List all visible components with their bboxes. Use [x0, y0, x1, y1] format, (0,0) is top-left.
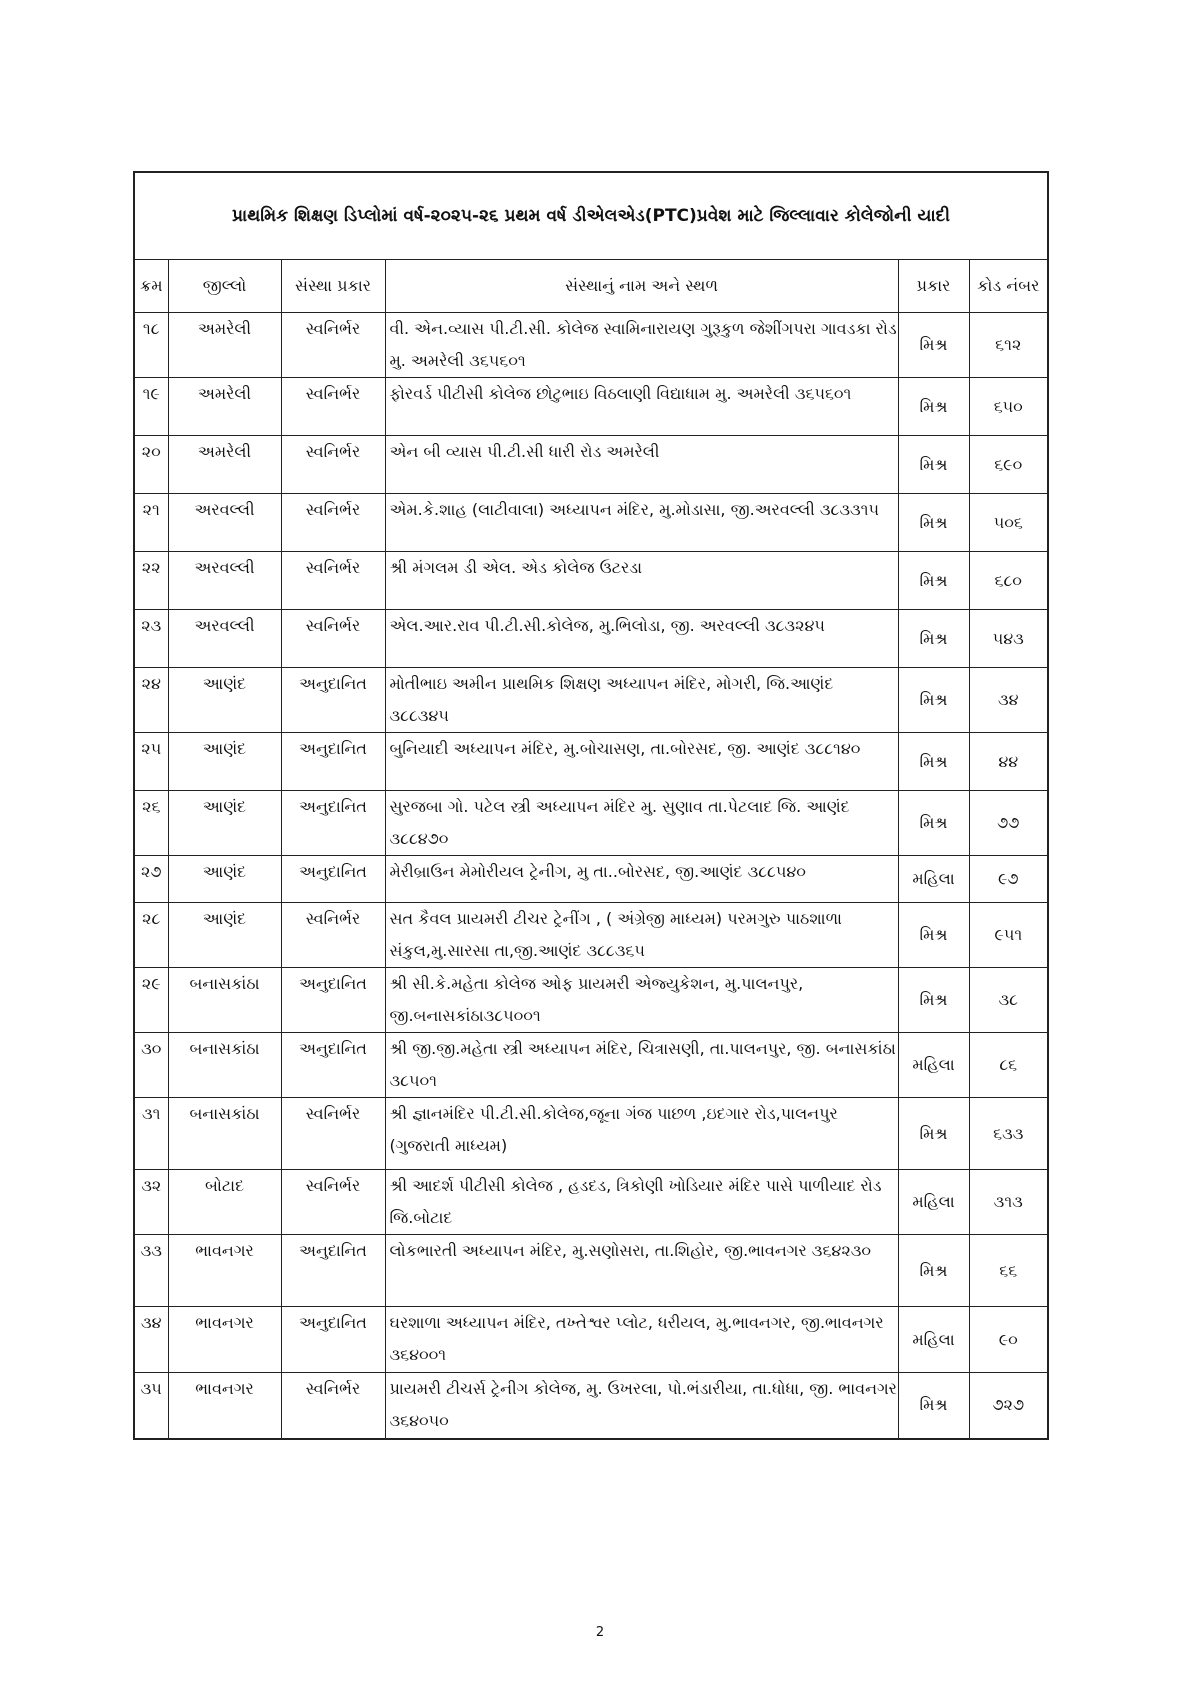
cell-institution-type: સ્વનિર્ભર	[281, 378, 385, 436]
cell-district: આણંદ	[168, 791, 281, 856]
table-row	[134, 1033, 1048, 1098]
cell-district: અમરેલી	[168, 436, 281, 494]
cell-institution-type: અનુદાનિત	[281, 733, 385, 791]
header-code-number: કોડ નંબર	[969, 260, 1048, 313]
cell-code-number: ૭૭	[969, 791, 1048, 856]
cell-serial: ૩૧	[134, 1098, 168, 1170]
cell-gender-type: મિશ્ર	[898, 1373, 969, 1439]
cell-gender-type: મિશ્ર	[898, 436, 969, 494]
cell-institution-name: મેરીબ્રાઉન મેમોરીયલ ટ્રેનીગ, મુ તા..બોરસદ, જી.આણંદ ૩૮૮૫૪૦	[385, 856, 898, 903]
cell-district: આણંદ	[168, 668, 281, 733]
cell-code-number: ૬૯૦	[969, 436, 1048, 494]
cell-institution-name: ઘરશાળા અધ્યાપન મંદિર, તખ્તેશ્વર પ્લોટ, ધરીયલ, મુ.ભાવનગર, જી.ભાવનગર ૩૬૪૦૦૧	[385, 1307, 898, 1373]
cell-gender-type: મિશ્ર	[898, 552, 969, 610]
cell-serial: ૩૩	[134, 1235, 168, 1307]
cell-district: અરવલ્લી	[168, 494, 281, 552]
cell-institution-type: સ્વનિર્ભર	[281, 313, 385, 378]
cell-gender-type: મિશ્ર	[898, 1235, 969, 1307]
cell-institution-name: ફોરવર્ડ પીટીસી કોલેજ છોટુભાઇ વિઠલાણી વિદ્યાધામ મુ. અમરેલી ૩૬૫૬૦૧	[385, 378, 898, 436]
cell-institution-name: શ્રી જી.જી.મહેતા સ્ત્રી અધ્યાપન મંદિર, ચિત્રાસણી, તા.પાલનપુર, જી. બનાસકાંઠા ૩૮૫૦૧	[385, 1033, 898, 1098]
table-row	[134, 552, 1048, 610]
cell-institution-name: એમ.કે.શાહ (લાટીવાલા) અધ્યાપન મંદિર, મુ.મોડાસા, જી.અરવલ્લી ૩૮૩૩૧૫	[385, 494, 898, 552]
cell-institution-type: સ્વનિર્ભર	[281, 494, 385, 552]
cell-institution-name: બુનિયાદી અધ્યાપન મંદિર, મુ.બોચાસણ, તા.બોરસદ, જી. આણંદ ૩૮૮૧૪૦	[385, 733, 898, 791]
cell-gender-type: મિશ્ર	[898, 668, 969, 733]
cell-institution-name: સુરજબા ગો. પટેલ સ્ત્રી અધ્યાપન મંદિર મુ. સુણાવ તા.પેટલાદ જિ. આણંદ ૩૮૮૪૭૦	[385, 791, 898, 856]
cell-institution-type: અનુદાનિત	[281, 1307, 385, 1373]
cell-code-number: ૪૪	[969, 733, 1048, 791]
cell-institution-type: સ્વનિર્ભર	[281, 610, 385, 668]
table-row	[134, 313, 1048, 378]
cell-serial: ૨૯	[134, 968, 168, 1033]
cell-code-number: ૬૧૨	[969, 313, 1048, 378]
table-row	[134, 1373, 1048, 1439]
table-row	[134, 968, 1048, 1033]
cell-institution-name: લોકભારતી અધ્યાપન મંદિર, મુ.સણોસરા, તા.શિહોર, જી.ભાવનગર ૩૬૪૨૩૦	[385, 1235, 898, 1307]
cell-serial: ૨૪	[134, 668, 168, 733]
cell-institution-type: અનુદાનિત	[281, 968, 385, 1033]
cell-institution-name: શ્રી મંગલમ ડી એલ. એડ કોલેજ ઉટરડા	[385, 552, 898, 610]
cell-institution-type: સ્વનિર્ભર	[281, 436, 385, 494]
cell-code-number: ૯૦	[969, 1307, 1048, 1373]
cell-gender-type: મિશ્ર	[898, 1098, 969, 1170]
cell-institution-name: વી. એન.વ્યાસ પી.ટી.સી. કોલેજ સ્વામિનારાયણ ગુરૂકુળ જેશીંગપરા ગાવડકા રોડ મુ. અમરેલી ૩૬૫૬૦૧	[385, 313, 898, 378]
cell-institution-name: શ્રી સી.કે.મહેતા કોલેજ ઓફ પ્રાયમરી એજ્યુકેશન, મુ.પાલનપુર, જી.બનાસકાંઠા૩૮૫૦૦૧	[385, 968, 898, 1033]
cell-district: આણંદ	[168, 856, 281, 903]
cell-institution-name: શ્રી જ્ઞાનમંદિર પી.ટી.સી.કોલેજ,જૂના ગંજ પાછળ ,ઇદગાર રોડ,પાલનપુર (ગુજરાતી માધ્યમ)	[385, 1098, 898, 1170]
table-row	[134, 668, 1048, 733]
table-row	[134, 1307, 1048, 1373]
table-row	[134, 791, 1048, 856]
cell-serial: ૨૩	[134, 610, 168, 668]
table-row	[134, 436, 1048, 494]
table-header-row	[134, 260, 1048, 313]
cell-serial: ૩૨	[134, 1170, 168, 1235]
cell-district: બોટાદ	[168, 1170, 281, 1235]
cell-serial: ૨૮	[134, 903, 168, 968]
cell-serial: ૨૫	[134, 733, 168, 791]
cell-institution-type: સ્વનિર્ભર	[281, 552, 385, 610]
cell-code-number: ૯૭	[969, 856, 1048, 903]
cell-code-number: ૬૬	[969, 1235, 1048, 1307]
cell-institution-type: અનુદાનિત	[281, 791, 385, 856]
page-title: પ્રાથમિક શિક્ષણ ડિપ્લોમાં વર્ષ-૨૦૨૫-૨૬ પ્રથમ વર્ષ ડીએલએડ(PTC)પ્રવેશ માટે જિલ્લાવાર કોલેજોની યાદી	[134, 172, 1048, 260]
cell-gender-type: મિશ્ર	[898, 313, 969, 378]
cell-institution-name: સત કૈવલ પ્રાયમરી ટીચર ટ્રેનીંગ , ( અંગ્રેજી માધ્યમ) પરમગુરુ પાઠશાળા સંકુલ,મુ.સારસા તા,જી.આણંદ ૩૮૮૩૬૫	[385, 903, 898, 968]
cell-institution-type: અનુદાનિત	[281, 856, 385, 903]
cell-gender-type: મિશ્ર	[898, 733, 969, 791]
cell-district: ભાવનગર	[168, 1235, 281, 1307]
header-serial: ક્રમ	[134, 260, 168, 313]
table-row	[134, 1098, 1048, 1170]
cell-gender-type: મિશ્ર	[898, 791, 969, 856]
table-body	[134, 313, 1048, 1439]
cell-institution-type: સ્વનિર્ભર	[281, 1373, 385, 1439]
cell-gender-type: મિશ્ર	[898, 494, 969, 552]
cell-institution-type: સ્વનિર્ભર	[281, 1170, 385, 1235]
cell-district: બનાસકાંઠા	[168, 1098, 281, 1170]
cell-serial: ૨૨	[134, 552, 168, 610]
cell-gender-type: મિશ્ર	[898, 378, 969, 436]
cell-gender-type: મિશ્ર	[898, 968, 969, 1033]
cell-institution-type: અનુદાનિત	[281, 1235, 385, 1307]
college-list-table	[133, 171, 1049, 1440]
cell-institution-name: એન બી વ્યાસ પી.ટી.સી ધારી રોડ અમરેલી	[385, 436, 898, 494]
header-institution-type: સંસ્થા પ્રકાર	[281, 260, 385, 313]
cell-gender-type: મિશ્ર	[898, 903, 969, 968]
cell-code-number: ૬૩૩	[969, 1098, 1048, 1170]
table-row	[134, 610, 1048, 668]
cell-code-number: ૬૫૦	[969, 378, 1048, 436]
cell-serial: ૨૭	[134, 856, 168, 903]
table-row	[134, 1170, 1048, 1235]
cell-serial: ૩૦	[134, 1033, 168, 1098]
table-row	[134, 1235, 1048, 1307]
cell-code-number: ૯૫૧	[969, 903, 1048, 968]
cell-district: અરવલ્લી	[168, 610, 281, 668]
cell-institution-name: પ્રાયમરી ટીચર્સ ટ્રેનીગ કોલેજ, મુ. ઉખરલા, પો.ભંડારીયા, તા.ધોધા, જી. ભાવનગર ૩૬૪૦૫૦	[385, 1373, 898, 1439]
cell-code-number: ૩૧૩	[969, 1170, 1048, 1235]
cell-gender-type: મહિલા	[898, 1307, 969, 1373]
cell-code-number: ૮૬	[969, 1033, 1048, 1098]
cell-serial: ૧૯	[134, 378, 168, 436]
cell-institution-name: એલ.આર.રાવ પી.ટી.સી.કોલેજ, મુ.ભિલોડા, જી. અરવલ્લી ૩૮૩૨૪૫	[385, 610, 898, 668]
cell-gender-type: મિશ્ર	[898, 610, 969, 668]
cell-serial: ૨૧	[134, 494, 168, 552]
table-row	[134, 378, 1048, 436]
cell-serial: ૧૮	[134, 313, 168, 378]
cell-institution-type: અનુદાનિત	[281, 668, 385, 733]
cell-code-number: ૫૦૬	[969, 494, 1048, 552]
page-number: 2	[595, 1625, 605, 1640]
cell-gender-type: મહિલા	[898, 1170, 969, 1235]
cell-serial: ૨૬	[134, 791, 168, 856]
cell-institution-type: અનુદાનિત	[281, 1033, 385, 1098]
cell-institution-type: સ્વનિર્ભર	[281, 903, 385, 968]
cell-code-number: ૩૮	[969, 968, 1048, 1033]
table-row	[134, 733, 1048, 791]
cell-gender-type: મહિલા	[898, 1033, 969, 1098]
cell-code-number: ૩૪	[969, 668, 1048, 733]
cell-district: આણંદ	[168, 733, 281, 791]
cell-district: અમરેલી	[168, 313, 281, 378]
cell-district: બનાસકાંઠા	[168, 968, 281, 1033]
header-district: જીલ્લો	[168, 260, 281, 313]
table-row	[134, 903, 1048, 968]
cell-district: ભાવનગર	[168, 1373, 281, 1439]
cell-district: અમરેલી	[168, 378, 281, 436]
cell-serial: ૩૪	[134, 1307, 168, 1373]
cell-district: અરવલ્લી	[168, 552, 281, 610]
header-institution-name: સંસ્થાનું નામ અને સ્થળ	[385, 260, 898, 313]
cell-institution-name: મોતીભાઇ અમીન પ્રાથમિક શિક્ષણ અધ્યાપન મંદિર, મોગરી, જિ.આણંદ ૩૮૮૩૪૫	[385, 668, 898, 733]
table-row	[134, 856, 1048, 903]
table-row	[134, 494, 1048, 552]
cell-code-number: ૬૮૦	[969, 552, 1048, 610]
cell-code-number: ૭૨૭	[969, 1373, 1048, 1439]
header-gender-type: પ્રકાર	[898, 260, 969, 313]
cell-code-number: ૫૪૩	[969, 610, 1048, 668]
cell-serial: ૩૫	[134, 1373, 168, 1439]
cell-institution-type: સ્વનિર્ભર	[281, 1098, 385, 1170]
cell-gender-type: મહિલા	[898, 856, 969, 903]
cell-serial: ૨૦	[134, 436, 168, 494]
cell-institution-name: શ્રી આદર્શ પીટીસી કોલેજ , હડદડ, ત્રિકોણી ખોડિયાર મંદિર પાસે પાળીયાદ રોડ જિ.બોટાદ	[385, 1170, 898, 1235]
cell-district: આણંદ	[168, 903, 281, 968]
cell-district: ભાવનગર	[168, 1307, 281, 1373]
cell-district: બનાસકાંઠા	[168, 1033, 281, 1098]
